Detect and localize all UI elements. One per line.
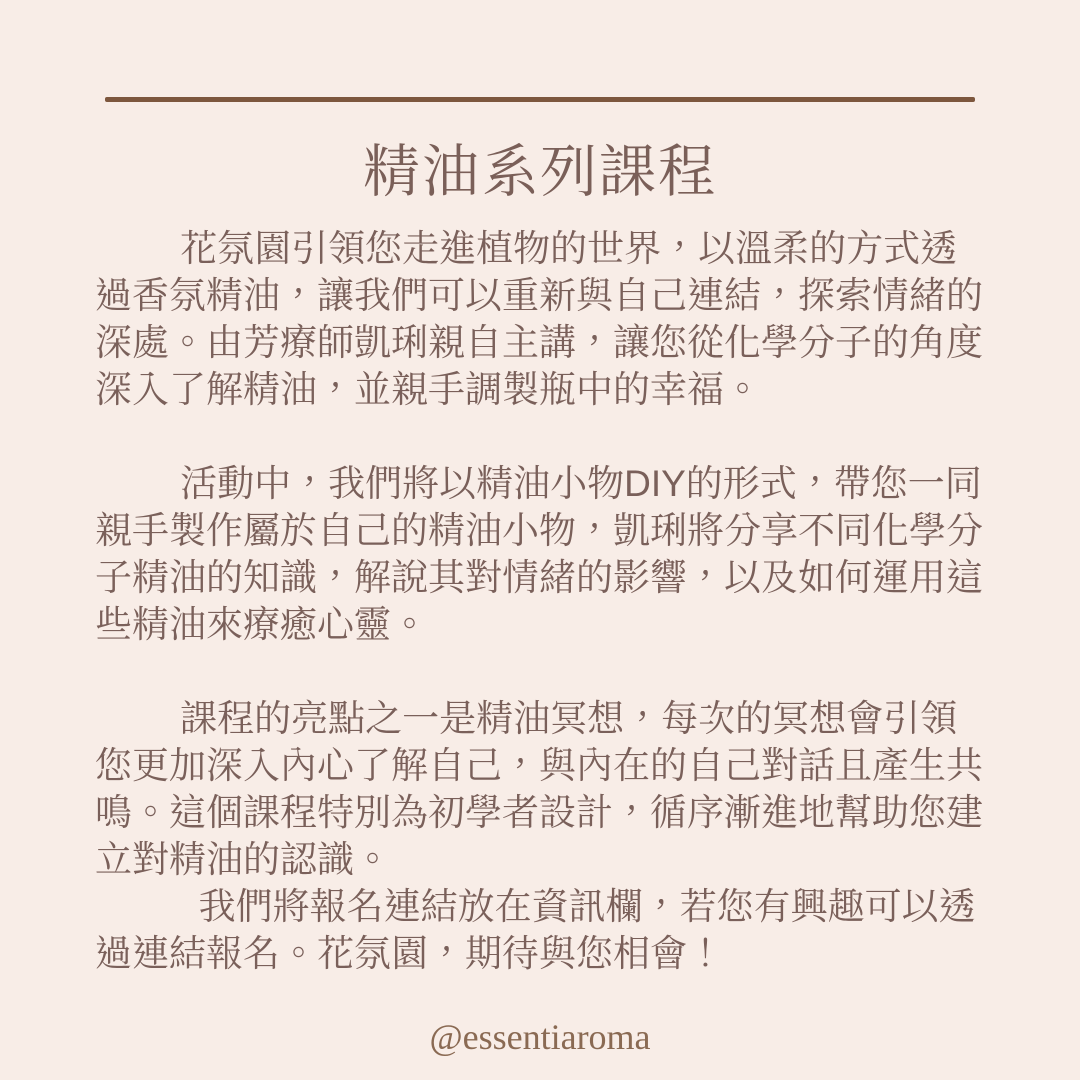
top-divider	[105, 97, 975, 102]
page-title: 精油系列課程	[363, 140, 717, 204]
body-paragraph: 花氛園引領您走進植物的世界，以溫柔的方式透過香氛精油，讓我們可以重新與自己連結，探索情緒的深處。由芳療師凱琍親自主講，讓您從化學分子的角度深入了解精油，並親手調製瓶中的幸福。	[95, 228, 983, 410]
body-text-block	[95, 225, 985, 977]
account-handle: @essentiaroma	[429, 1017, 651, 1057]
body-paragraph: 我們將報名連結放在資訊欄，若您有興趣可以透過連結報名。花氛園，期待與您相會！	[95, 886, 976, 974]
body-paragraph: 課程的亮點之一是精油冥想，每次的冥想會引領您更加深入內心了解自己，與內在的自己對話且產生共鳴。這個課程特別為初學者設計，循序漸進地幫助您建立對精油的認識。	[95, 698, 983, 880]
body-paragraph: 活動中，我們將以精油小物DIY的形式，帶您一同親手製作屬於自己的精油小物，凱琍將分享不同化學分子精油的知識，解說其對情緒的影響，以及如何運用這些精油來療癒心靈。	[95, 463, 983, 645]
